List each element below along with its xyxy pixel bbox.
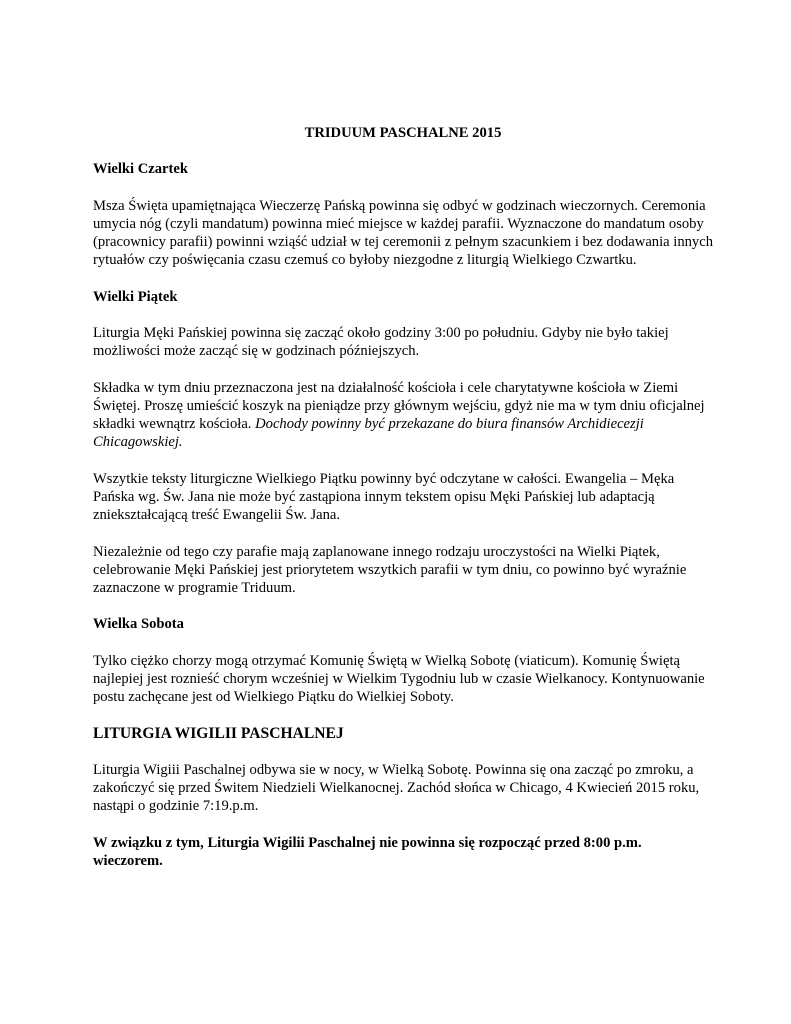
paragraph-saturday-communion: Tylko ciężko chorzy mogą otrzymać Komunię Świętą w Wielką Sobotę (viaticum). Komunię Świętą najlepiej jest roznieść chorym wcześniej w Wielkim Tygodniu lub w czasie Wielkanocy. Kontynuowanie postu zachęcane jest od Wielkiego Piątku do Wielkiej Soboty. [93,652,705,706]
collection-text: Składka w tym dniu przeznaczona jest na działalność kościoła i cele charytatywne kościoła w Ziemi Świętej. Proszę umieścić koszyk na pieniądze przy głównym wejściu, gdyż nie ma w tym dniu oficjalnej składki wewnątrz kościoła. [93,379,705,433]
paragraph-friday-liturgy: Liturgia Męki Pańskiej powinna się zacząć około godziny 3:00 po południu. Gdyby nie było takiej możliwości może zacząć się w godzinach późniejszych. [93,325,669,360]
paragraph-vigil-timing: Liturgia Wigiii Paschalnej odbywa sie w nocy, w Wielką Sobotę. Powinna się ona zacząć po zmroku, a zakończyć się przed Świtem Niedzieli Wielkanocnej. Zachód słońca w Chicago, 4 Kwiecień 2015 roku, nastąpi o godzinie 7:19.p.m. [93,761,700,815]
heading-good-friday: Wielki Piątek [93,288,178,305]
heading-easter-vigil: LITURGIA WIGILII PASCHALNEJ [93,724,344,742]
document-title: TRIDUUM PASCHALNE 2015 [304,125,502,141]
paragraph-vigil-start-time: W związku z tym, Liturgia Wigilii Paschalnej nie powinna się rozpocząć przed 8:00 p.m. wieczorem. [93,834,642,869]
paragraph-friday-collection [93,379,713,452]
paragraph-friday-priority: Niezależnie od tego czy parafie mają zaplanowane innego rodzaju uroczystości na Wielki Piątek, celebrowanie Męki Pańskiej jest priorytetem wszytkich parafii w tym dniu, co powinno być wyraźnie zaznaczone w programie Triduum. [93,543,687,596]
heading-holy-thursday: Wielki Czartek [93,161,188,178]
collection-italic-note: Dochody powinny być przekazane do biura finansów Archidiecezji Chicagowskiej. [93,416,644,451]
document-page [93,124,713,888]
paragraph-thursday-mass: Msza Święta upamiętnająca Wieczerzę Pańską powinna się odbyć w godzinach wieczornych. Ceremonia umycia nóg (czyli mandatum) powinna mieć miejsce w każdej parafii. Wyznaczone do mandatum osoby (pracownicy parafii) powinni wziąść udział w tej ceremonii z pełnym szacunkiem i bez dodawania innych rytuałów czy poświęcania czasu czemuś co byłoby niezgodne z liturgią Wielkiego Czwartku. [93,197,713,269]
heading-holy-saturday: Wielka Sobota [93,616,184,633]
paragraph-friday-texts: Wszytkie teksty liturgiczne Wielkiego Piątku powinny być odczytane w całości. Ewangelia – Męka Pańska wg. Św. Jana nie może być zastąpiona innym tekstem opisu Męki Pańskiej lub adaptacją zniekształcającą treść Ewangelii Św. Jana. [93,470,675,524]
